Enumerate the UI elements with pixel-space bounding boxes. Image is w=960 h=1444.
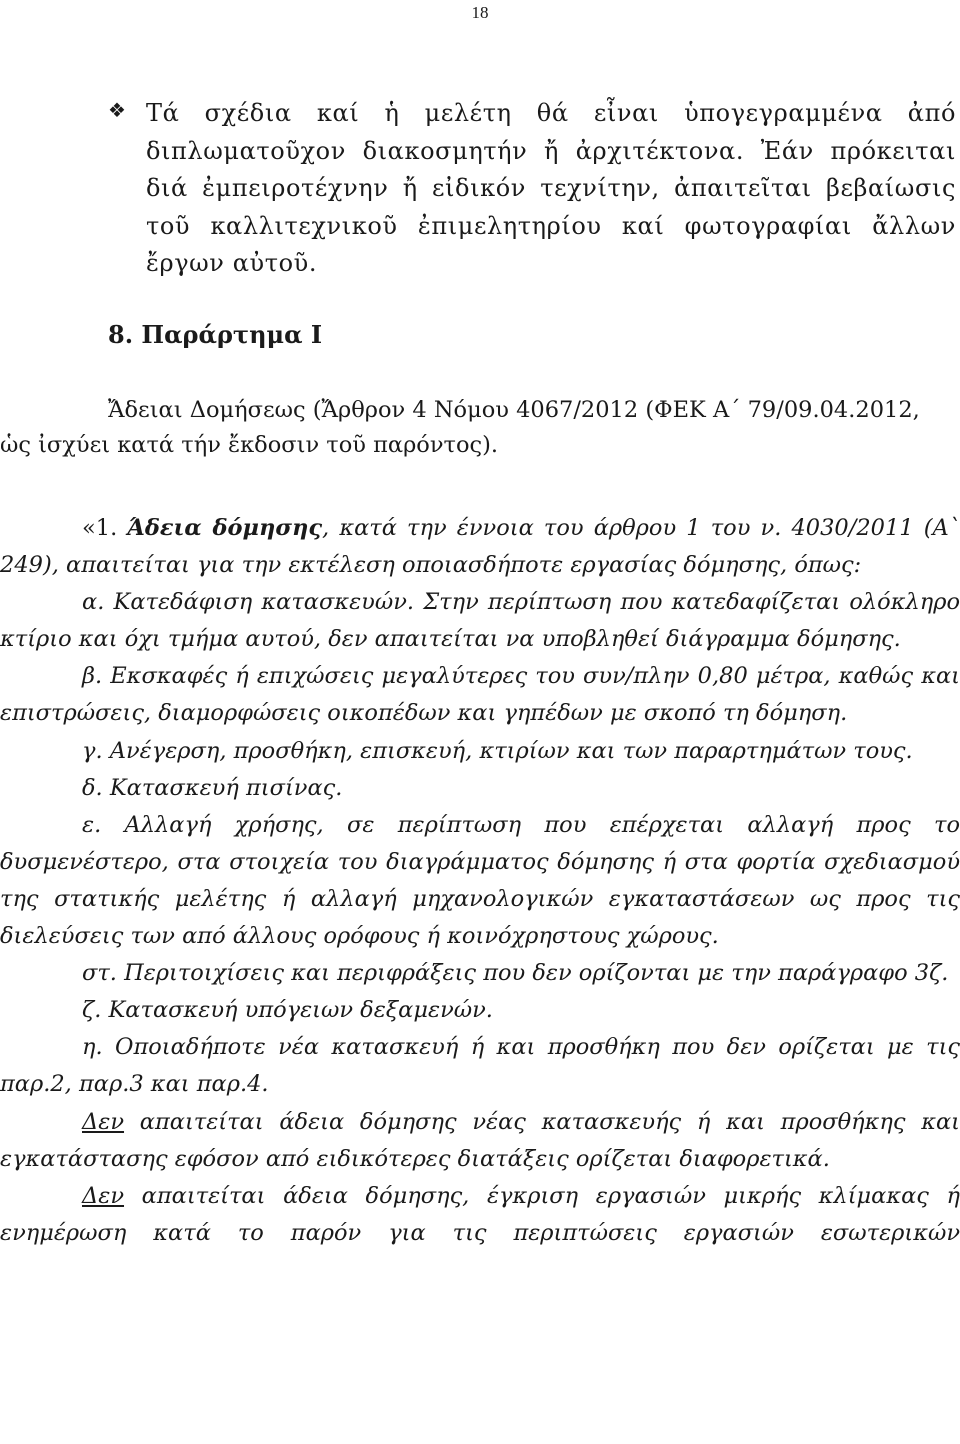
no-permit-1-text: απαιτείται άδεια δόμησης νέας κατασκευής ή και προσθήκης και εγκατάστασης εφόσον από ειδικότερες διατάξεις ορίζεται διαφορετικά. xyxy=(0,1108,960,1172)
item-h: η. Οποιαδήποτε νέα κατασκευή ή και προσθήκη που δεν ορίζεται με τις παρ.2, παρ.3 και παρ.4. xyxy=(0,1034,960,1098)
item-e: ε. Αλλαγή χρήσης, σε περίπτωση που επέρχεται αλλαγή προς το δυσμενέστερο, στα στοιχεία του διαγράμματος δόμησης ή στα φορτία σχεδιασμού της στατικής μελέτης ή αλλαγή μηχανολογικών εγκαταστάσεων ως προς τις διελεύσεις των από άλλους ορόφους ή κοινόχρηστους χώρους. xyxy=(0,811,960,950)
section-intro xyxy=(0,393,960,463)
no-permit-1-underlined: Δεν xyxy=(82,1108,125,1135)
item-b: β. Εκσκαφές ή επιχώσεις μεγαλύτερες του συν/πλην 0,80 μέτρα, καθώς και επιστρώσεις, διαμορφώσεις οικοπέδων και γηπέδων με σκοπό τη δόμηση. xyxy=(0,663,960,727)
no-permit-2-text: απαιτείται άδεια δόμησης, έγκριση εργασιών μικρής κλίμακας ή ενημέρωση κατά το παρόν για τις περιπτώσεις εργασιών εσωτερικών xyxy=(0,1182,960,1246)
article-lead xyxy=(0,510,960,584)
paragraph-no-permit-2 xyxy=(0,1178,960,1252)
intro-line-1: Ἄδειαι Δομήσεως (Ἄρθρον 4 Νόμου 4067/2012 (ΦΕΚ Α΄ 79/09.04.2012, xyxy=(108,397,920,423)
bullet-paragraph: Τά σχέδια καί ἡ μελέτη θά εἶναι ὑπογεγραμμένα ἀπό διπλωματοῦχον διακοσμητήν ἤ ἀρχιτέκτονα. Ἐάν πρόκειται διά ἐμπειροτέχνην ἤ εἰδικόν τεχνίτην, ἀπαιτεῖται βεβαίωσις τοῦ καλλιτεχνικοῦ ἐπιμελητηρίου καί φωτογραφίαι ἄλλων ἔργων αὐτοῦ. xyxy=(146,99,956,277)
lead-text: , κατά την έννοια του άρθρου 1 του ν. 4030/2011 (Α` 249), απαιτείται για την εκτέλεση οποιασδήποτε εργασίας δόμησης, όπως: xyxy=(0,515,960,579)
diamond-bullet-icon: ❖ xyxy=(108,98,126,122)
section-heading: 8. Παράρτημα I xyxy=(108,320,323,349)
lead-number: «1. xyxy=(82,515,128,541)
article-body xyxy=(0,510,960,1252)
item-d: δ. Κατασκευή πισίνας. xyxy=(82,774,343,801)
no-permit-2-underlined: Δεν xyxy=(82,1182,125,1209)
lead-term: Άδεια δόμησης xyxy=(127,515,323,541)
item-st: στ. Περιτοιχίσεις και περιφράξεις που δεν ορίζονται με την παράγραφο 3ζ. xyxy=(82,960,949,987)
item-z: ζ. Κατασκευή υπόγειων δεξαμενών. xyxy=(82,997,493,1024)
item-c: γ. Ανέγερση, προσθήκη, επισκευή, κτιρίων και των παραρτημάτων τους. xyxy=(82,737,913,764)
paragraph-no-permit-1 xyxy=(0,1104,960,1178)
intro-line-2: ὡς ἰσχύει κατά τήν ἔκδοσιν τοῦ παρόντος). xyxy=(0,432,499,458)
page-number: 18 xyxy=(471,3,489,22)
item-a: α. Κατεδάφιση κατασκευών. Στην περίπτωση που κατεδαφίζεται ολόκληρο κτίριο και όχι τμήμα αυτού, δεν απαιτείται να υποβληθεί διάγραμμα δόμησης. xyxy=(0,589,960,653)
